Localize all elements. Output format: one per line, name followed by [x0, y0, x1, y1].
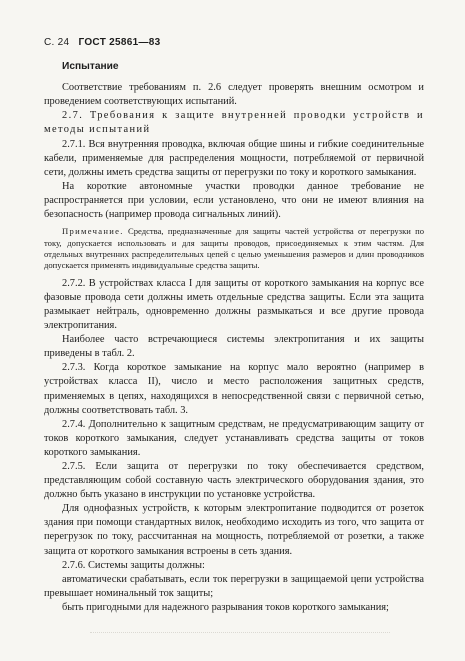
clause-2-7-5: 2.7.5. Если защита от перегрузки по току обеспечивается средством, представляющим собой составную часть электрического оборудования здания, это должно быть указано в инструкции по установке устройства.	[44, 460, 424, 501]
single-phase-paragraph: Для однофазных устройств, к которым электропитание подводится от розеток здания при помощи стандартных вилок, необходимо исходить из того, что защита от перегрузок по току, рассчитанная на мощность, потребляемой от розетки, а также защита от короткого замыкания встроены в сеть здания.	[44, 503, 424, 557]
document-page	[44, 36, 424, 615]
clause-2-7-1: 2.7.1. Вся внутренняя проводка, включая общие шины и гибкие соединительные кабели, применяемые для распределения мощности, потребляемой от первичной сети, должны иметь средства защиты от перегрузки по току и короткого замыкания.	[44, 138, 424, 178]
clause-2-7-4: 2.7.4. Дополнительно к защитным средствам, не предусматривающим защиту от токов короткого замыкания, следует устанавливать средства защиты от токов короткого замыкания.	[44, 418, 424, 458]
note-label: Примечание.	[62, 226, 124, 237]
test-paragraph: Соответствие требованиям п. 2.6 следует проверять внешним осмотром и проведением соответствующих испытаний.	[44, 82, 424, 108]
scan-artifact	[90, 632, 390, 639]
page-number: С. 24	[44, 37, 70, 48]
section-heading: Испытание	[62, 61, 119, 73]
clause-2-7-title: 2.7. Требования к защите внутренней проводки устройств и методы испытаний	[44, 110, 424, 136]
note-text: Средства, предназначенные для защиты частей устройства от перегрузки по току, допускается использовать и для защиты проводов, присоединяемых к этим частям. Для отдельных внутренних распределительных цепей с целью уменьшения размеров и длин проводников допускается применять индивидуальные средства защиты.	[44, 226, 424, 271]
clause-2-7-6: 2.7.6. Системы защиты должны:	[62, 559, 205, 571]
page-header	[44, 36, 424, 50]
clause-2-7-2: 2.7.2. В устройствах класса I для защиты от короткого замыкания на корпус все фазовые провода сети должны иметь отдельные средства защиты. Если эта защита размыкает нейтраль, одновременно должны размыкаться и все другие провода электропитания.	[44, 277, 424, 332]
list-item-auto-trip: автоматически срабатывать, если ток перегрузки в защищаемой цепи устройства превышает номинальный ток защиты;	[44, 573, 424, 599]
short-sections-paragraph: На короткие автономные участки проводки данное требование не распространяется при условии, если установлено, что они не имеют влияния на безопасность (например провода сигнальных линий).	[44, 180, 424, 221]
note-block	[44, 226, 424, 272]
common-systems-paragraph: Наиболее часто встречающиеся системы электропитания и их защиты приведены в табл. 2.	[44, 334, 424, 360]
standard-code: ГОСТ 25861—83	[78, 37, 161, 48]
clause-2-7-3: 2.7.3. Когда короткое замыкание на корпус мало вероятно (например в устройствах класса II), число и место расположения защитных средств, применяемых в цепях, находящихся в непосредственной связи с первичной сетью, должны соответствовать табл. 3.	[44, 362, 424, 416]
list-item-short-circuit: быть пригодными для надежного разрывания токов короткого замыкания;	[62, 601, 389, 613]
